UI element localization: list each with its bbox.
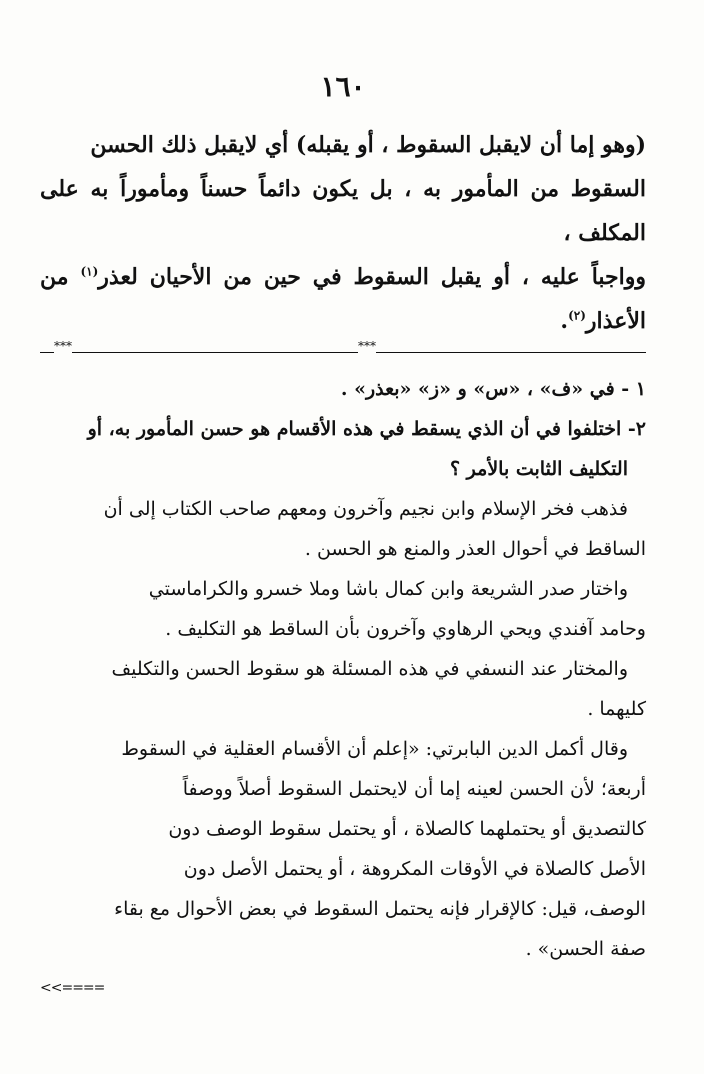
main-text xyxy=(40,123,646,343)
footnote-para-1-a: فذهب فخر الإسلام وابن نجيم وآخرون ومعهم صاحب الكتاب إلى أن xyxy=(103,498,628,520)
main-line-1: (وهو إما أن لايقبل السقوط ، أو يقبله) أي لايقبل ذلك الحسن xyxy=(90,132,646,158)
divider-stars-left: *** xyxy=(54,339,72,353)
page-number: ١٦٠ xyxy=(320,70,366,103)
footnote-ref-2: (٢) xyxy=(568,308,586,323)
footnote-para-4-a: وقال أكمل الدين البابرتي: «إعلم أن الأقسام العقلية في السقوط xyxy=(121,738,628,760)
divider-line xyxy=(40,352,646,353)
footnote-2: ٢- اختلفوا في أن الذي يسقط في هذه الأقسام هو حسن المأمور به، أو xyxy=(87,418,646,440)
footnote-para-4-f: صفة الحسن» . xyxy=(525,938,646,960)
footnote-para-4-c: كالتصديق أو يحتملهما كالصلاة ، أو يحتمل سقوط الوصف دون xyxy=(168,818,646,840)
footnote-1: ١ - في «ف» ، «س» و «ز» «بعذر» . xyxy=(340,378,646,400)
footnotes xyxy=(40,369,646,969)
divider-stars-right: *** xyxy=(358,339,376,353)
footnote-para-3-b: كليهما . xyxy=(587,698,646,720)
main-line-3 xyxy=(40,255,646,343)
footnote-2-cont: التكليف الثابت بالأمر ؟ xyxy=(449,458,628,480)
footnote-divider xyxy=(40,339,646,359)
footnote-para-4-b: أربعة؛ لأن الحسن لعينه إما أن لايحتمل السقوط أصلاً ووصفاً xyxy=(182,778,646,800)
footnote-para-3-a: والمختار عند النسفي في هذه المسئلة هو سقوط الحسن والتكليف xyxy=(111,658,628,680)
continuation-arrow: <<==== xyxy=(40,980,105,996)
page-content xyxy=(40,70,646,969)
main-line-3-text-2: من الأعذار xyxy=(40,264,646,334)
main-line-3-text: وواجباً عليه ، أو يقبل السقوط في حين من الأحيان لعذر xyxy=(98,264,646,290)
footnote-para-1-b: الساقط في أحوال العذر والمنع هو الحسن . xyxy=(304,538,646,560)
footnote-para-2-b: وحامد آفندي ويحي الرهاوي وآخرون بأن الساقط هو التكليف . xyxy=(165,618,646,640)
footnote-ref-1: (١) xyxy=(80,264,99,279)
footnote-para-4-e: الوصف، قيل: كالإقرار فإنه يحتمل السقوط في بعض الأحوال مع بقاء xyxy=(114,898,646,920)
main-line-3-end: . xyxy=(560,308,569,334)
footnote-para-2-a: واختار صدر الشريعة وابن كمال باشا وملا خسرو والكراماستي xyxy=(148,578,628,600)
footnote-para-4-d: الأصل كالصلاة في الأوقات المكروهة ، أو يحتمل الأصل دون xyxy=(183,858,646,880)
main-line-2: السقوط من المأمور به ، بل يكون دائماً حسناً ومأموراً به على المكلف ، xyxy=(40,176,646,246)
